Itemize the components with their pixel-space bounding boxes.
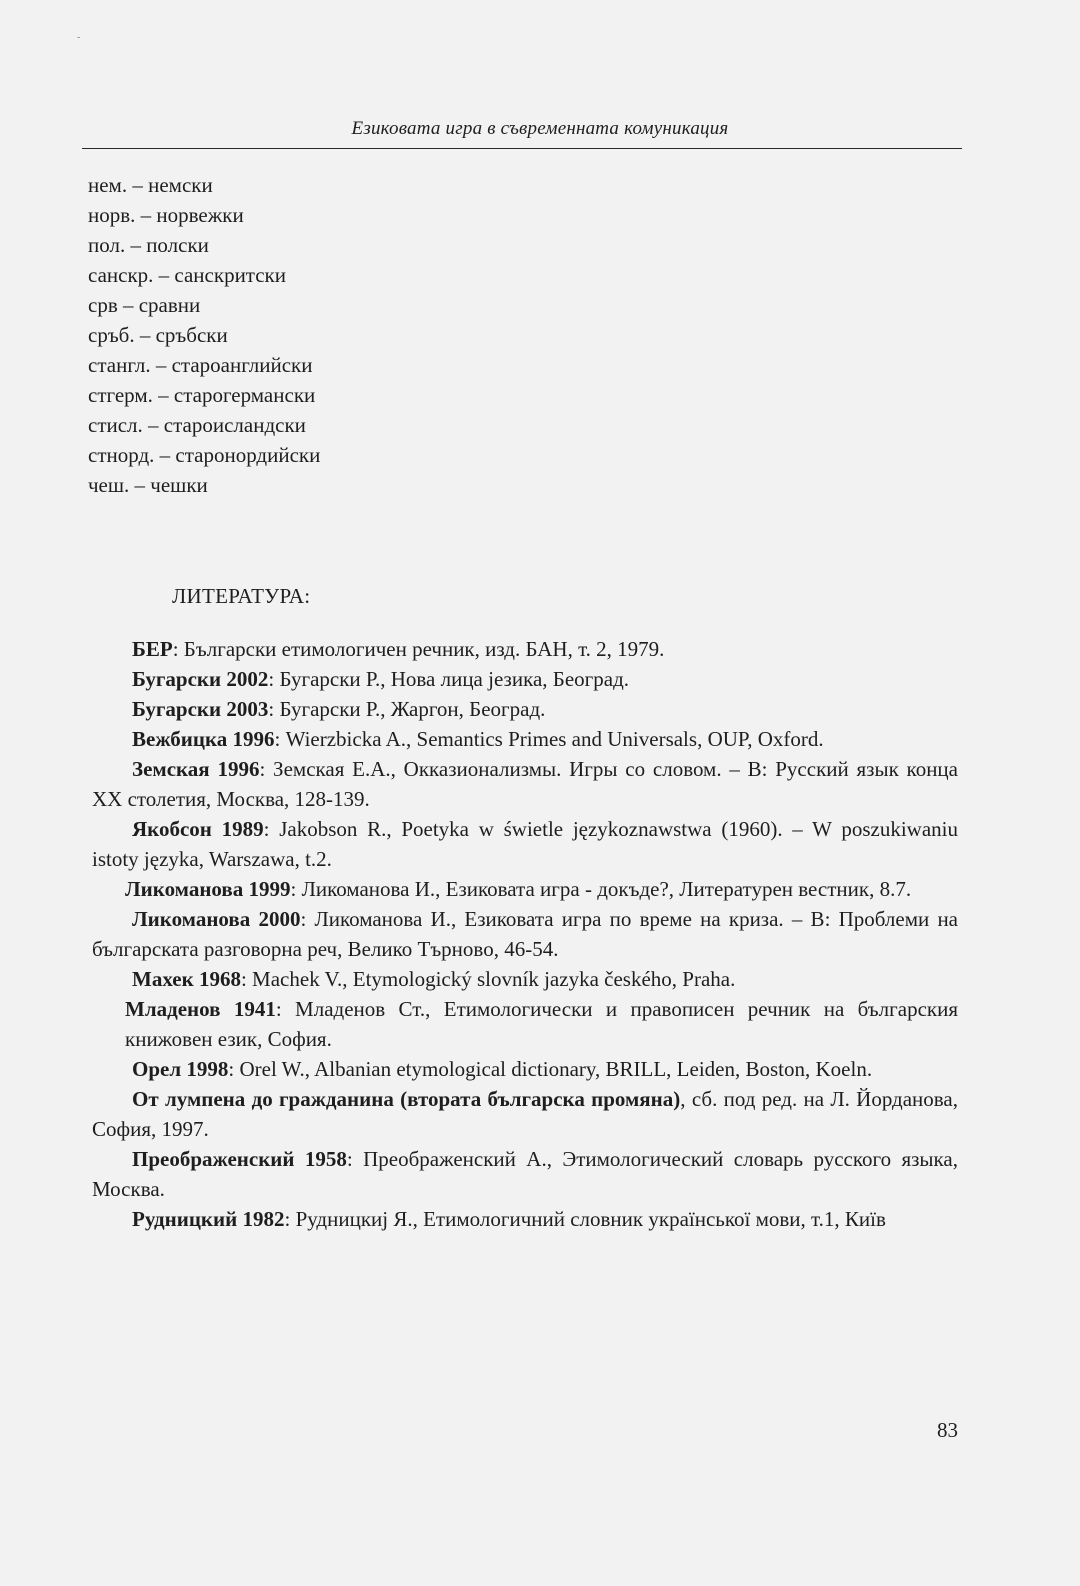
header-rule [82, 148, 962, 149]
running-header: Езиковата игра в съвременната комуникация [351, 118, 729, 139]
reference-key: Орел 1998 [132, 1057, 229, 1081]
abbreviation-item: срв – сравни [88, 293, 201, 317]
reference-key: Ликоманова 2000 [132, 907, 301, 931]
reference-key: Бугарски 2003 [132, 697, 269, 721]
reference-entry [92, 1084, 958, 1144]
abbreviation-item: норв. – норвежки [88, 203, 244, 227]
reference-text: : Български етимологичен речник, изд. БАН, т. 2, 1979. [172, 637, 665, 661]
reference-text: : Wierzbicka A., Semantics Primes and Universals, OUP, Oxford. [274, 727, 824, 751]
reference-entry [92, 1054, 958, 1084]
reference-text: : Бугарски Р., Жаргон, Београд. [268, 697, 546, 721]
abbreviation-item: пол. – полски [88, 233, 209, 257]
abbreviation-item: нем. – немски [88, 173, 213, 197]
reference-text: : Jakobson R., Poetyka w świetle językoznawstwa (1960). – W poszukiwaniu istoty języka, Warszawa, t.2. [92, 817, 958, 871]
reference-entry [92, 964, 958, 994]
reference-entry [92, 694, 958, 724]
reference-text: : Рудницкиј Я., Етимологичний словник української мови, т.1, Київ [284, 1207, 886, 1231]
reference-entry [92, 724, 958, 754]
reference-entry [92, 904, 958, 964]
abbreviation-item: чеш. – чешки [88, 473, 208, 497]
reference-text: : Ликоманова И., Езиковата игра - докъде?, Литературен вестник, 8.7. [290, 877, 912, 901]
reference-entry [92, 874, 958, 904]
reference-text: : Младенов Ст., Етимологически и правописен речник на българския книжовен език, София. [125, 997, 958, 1051]
abbreviation-item: сръб. – сръбски [88, 323, 228, 347]
abbreviation-item: стгерм. – старогермански [88, 383, 316, 407]
reference-entry [92, 814, 958, 874]
reference-text: : Преображенский А., Этимологический словарь русского языка, Москва. [92, 1147, 958, 1201]
reference-text: : Machek V., Etymologický slovník jazyka českého, Praha. [240, 967, 736, 991]
page-number: 83 [937, 1418, 958, 1442]
reference-key: Якобсон 1989 [132, 817, 264, 841]
reference-entry [92, 634, 958, 664]
literature-heading: ЛИТЕРАТУРА: [172, 584, 311, 608]
reference-text: : Бугарски Р., Нова лица језика, Београд. [268, 667, 630, 691]
abbreviation-item: стнорд. – старонордийски [88, 443, 321, 467]
abbreviation-item: санскр. – санскритски [88, 263, 287, 287]
reference-key: Бугарски 2002 [132, 667, 269, 691]
reference-entry [92, 1144, 958, 1204]
reference-text: : Orel W., Albanian etymological dictionary, BRILL, Leiden, Boston, Koeln. [228, 1057, 873, 1081]
corner-mark: - [77, 32, 81, 43]
reference-key: Преображенский 1958 [132, 1147, 347, 1171]
reference-entry [92, 994, 958, 1054]
reference-entry [92, 754, 958, 814]
reference-key: Махек 1968 [132, 967, 241, 991]
reference-key: От лумпена до гражданина (втората българска промяна) [132, 1087, 681, 1111]
abbreviation-list [88, 170, 320, 500]
reference-entry [92, 664, 958, 694]
abbreviation-item: стангл. – староанглийски [88, 353, 313, 377]
reference-text: : Ликоманова И., Езиковата игра по време на криза. – В: Проблеми на българската разговорна реч, Велико Търново, 46-54. [92, 907, 959, 961]
reference-text: : Земская Е.А., Окказионализмы. Игры со словом. – В: Русский язык конца ХХ столетия, Москва, 128-139. [92, 757, 958, 811]
reference-key: Рудницкий 1982 [132, 1207, 285, 1231]
reference-key: Вежбицка 1996 [132, 727, 275, 751]
reference-list [92, 634, 958, 1234]
reference-key: БЕР [132, 637, 173, 661]
reference-key: Земская 1996 [132, 757, 260, 781]
reference-entry [92, 1204, 958, 1234]
reference-text: , сб. под ред. на Л. Йорданова, София, 1997. [92, 1087, 958, 1141]
reference-key: Младенов 1941 [125, 997, 276, 1021]
reference-key: Ликоманова 1999 [125, 877, 291, 901]
abbreviation-item: стисл. – староисландски [88, 413, 306, 437]
